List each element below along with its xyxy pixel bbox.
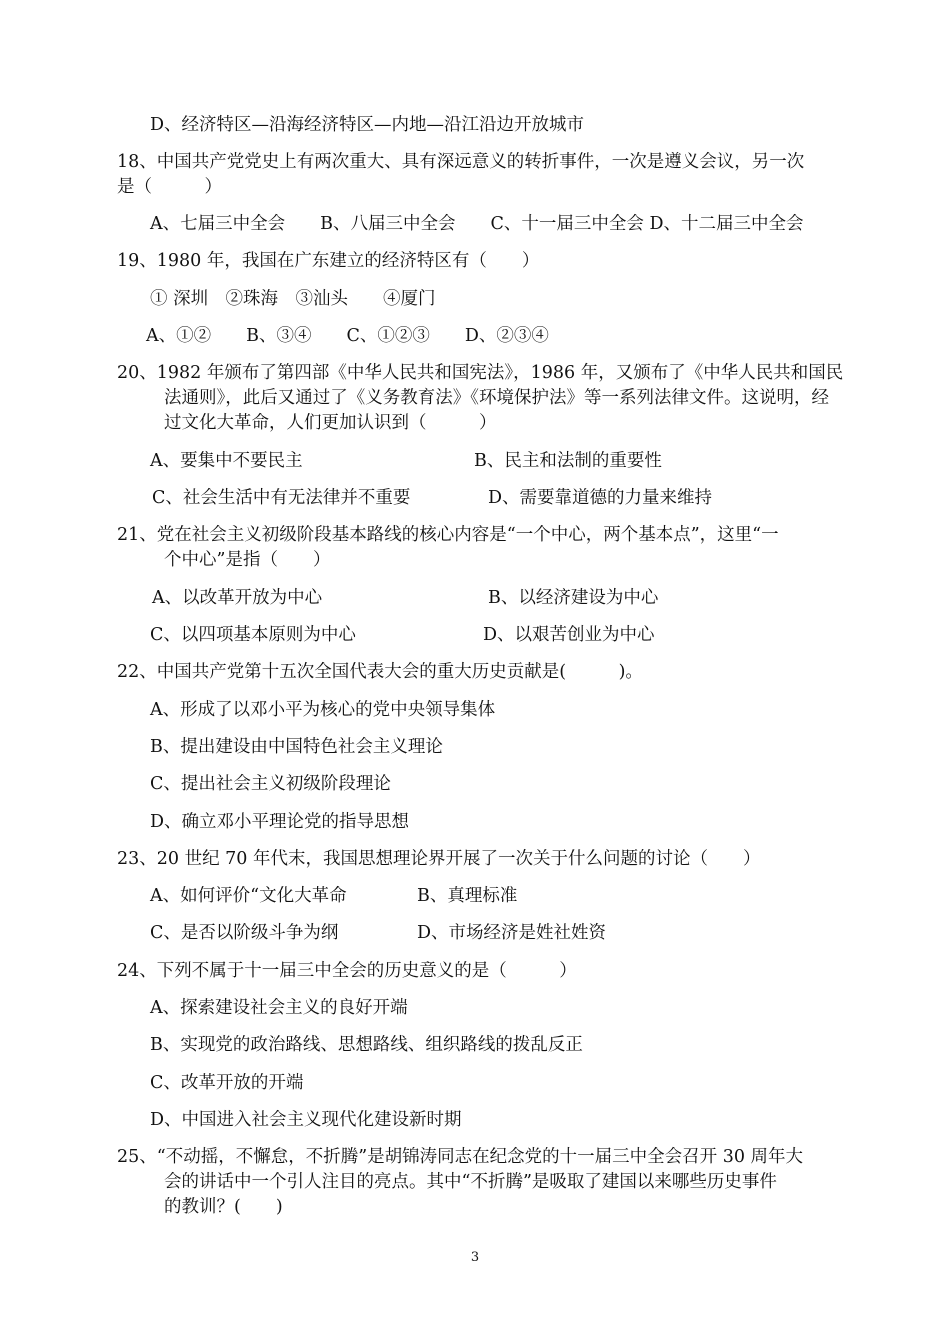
q18-stem: 18、中国共产党党史上有两次重大、具有深远意义的转折事件，一次是遵义会议，另一次: [117, 152, 805, 172]
q20-stem: 20、1982 年颁布了第四部《中华人民共和国宪法》，1986 年，又颁布了《中华人民共和国民: [117, 363, 844, 383]
q20-option-a: A、要集中不要民主: [150, 451, 303, 471]
page-number: 3: [470, 1250, 480, 1265]
q20-option-b: B、民主和法制的重要性: [474, 451, 662, 471]
q20-stem-cont: 法通则》，此后又通过了《义务教育法》《环境保护法》等一系列法律文件。这说明，经: [164, 388, 829, 408]
q25-stem: 25、“不动摇，不懈怠，不折腾”是胡锦涛同志在纪念党的十一届三中全会召开 30 周年大: [117, 1147, 804, 1167]
q24-option-c: C、改革开放的开端: [150, 1073, 304, 1093]
q21-stem-cont: 个中心”是指（ ）: [164, 550, 331, 570]
q22-option-b: B、提出建设由中国特色社会主义理论: [150, 737, 443, 757]
q23-option-d: D、市场经济是姓社姓资: [417, 923, 607, 943]
q21-option-b: B、以经济建设为中心: [488, 588, 659, 608]
q23-stem: 23、20 世纪 70 年代末，我国思想理论界开展了一次关于什么问题的讨论（ ）: [117, 849, 761, 869]
q21-option-a: A、以改革开放为中心: [152, 588, 323, 608]
q23-option-b: B、真理标准: [417, 886, 518, 906]
q24-option-d: D、中国进入社会主义现代化建设新时期: [150, 1110, 462, 1130]
q22-option-a: A、形成了以邓小平为核心的党中央领导集体: [150, 700, 496, 720]
q20-option-c: C、社会生活中有无法律并不重要: [152, 488, 411, 508]
q25-stem-cont: 会的讲话中一个引人注目的亮点。其中“不折腾”是吸取了建国以来哪些历史事件: [164, 1172, 777, 1192]
q24-option-a: A、探索建设社会主义的良好开端: [150, 998, 408, 1018]
q18-options: A、七届三中全会 B、八届三中全会 C、十一届三中全会 D、十二届三中全会: [150, 214, 804, 234]
q23-option-c: C、是否以阶级斗争为纲: [150, 923, 339, 943]
q21-stem: 21、党在社会主义初级阶段基本路线的核心内容是“一个中心，两个基本点”，这里“一: [117, 525, 779, 545]
q24-stem: 24、下列不属于十一届三中全会的历史意义的是（ ）: [117, 961, 577, 981]
q22-option-c: C、提出社会主义初级阶段理论: [150, 774, 391, 794]
q25-stem-cont2: 的教训？( ): [164, 1197, 283, 1217]
q23-option-a: A、如何评价“文化大革命: [150, 886, 347, 906]
q18-stem-cont: 是（ ）: [117, 177, 222, 197]
q17-option-d: D、经济特区—沿海经济特区—内地—沿江沿边开放城市: [150, 115, 585, 135]
q20-stem-cont2: 过文化大革命，人们更加认识到（ ）: [164, 413, 497, 433]
q20-option-d: D、需要靠道德的力量来维持: [488, 488, 713, 508]
q19-items: ① 深圳 ②珠海 ③汕头 ④厦门: [150, 289, 436, 309]
q21-option-c: C、以四项基本原则为中心: [150, 625, 356, 645]
q22-option-d: D、确立邓小平理论党的指导思想: [150, 812, 410, 832]
q21-option-d: D、以艰苦创业为中心: [483, 625, 655, 645]
q19-options: A、①② B、③④ C、①②③ D、②③④: [146, 326, 549, 346]
q19-stem: 19、1980 年，我国在广东建立的经济特区有（ ）: [117, 251, 540, 271]
q22-stem: 22、中国共产党第十五次全国代表大会的重大历史贡献是( )。: [117, 662, 643, 682]
q24-option-b: B、实现党的政治路线、思想路线、组织路线的拨乱反正: [150, 1035, 583, 1055]
